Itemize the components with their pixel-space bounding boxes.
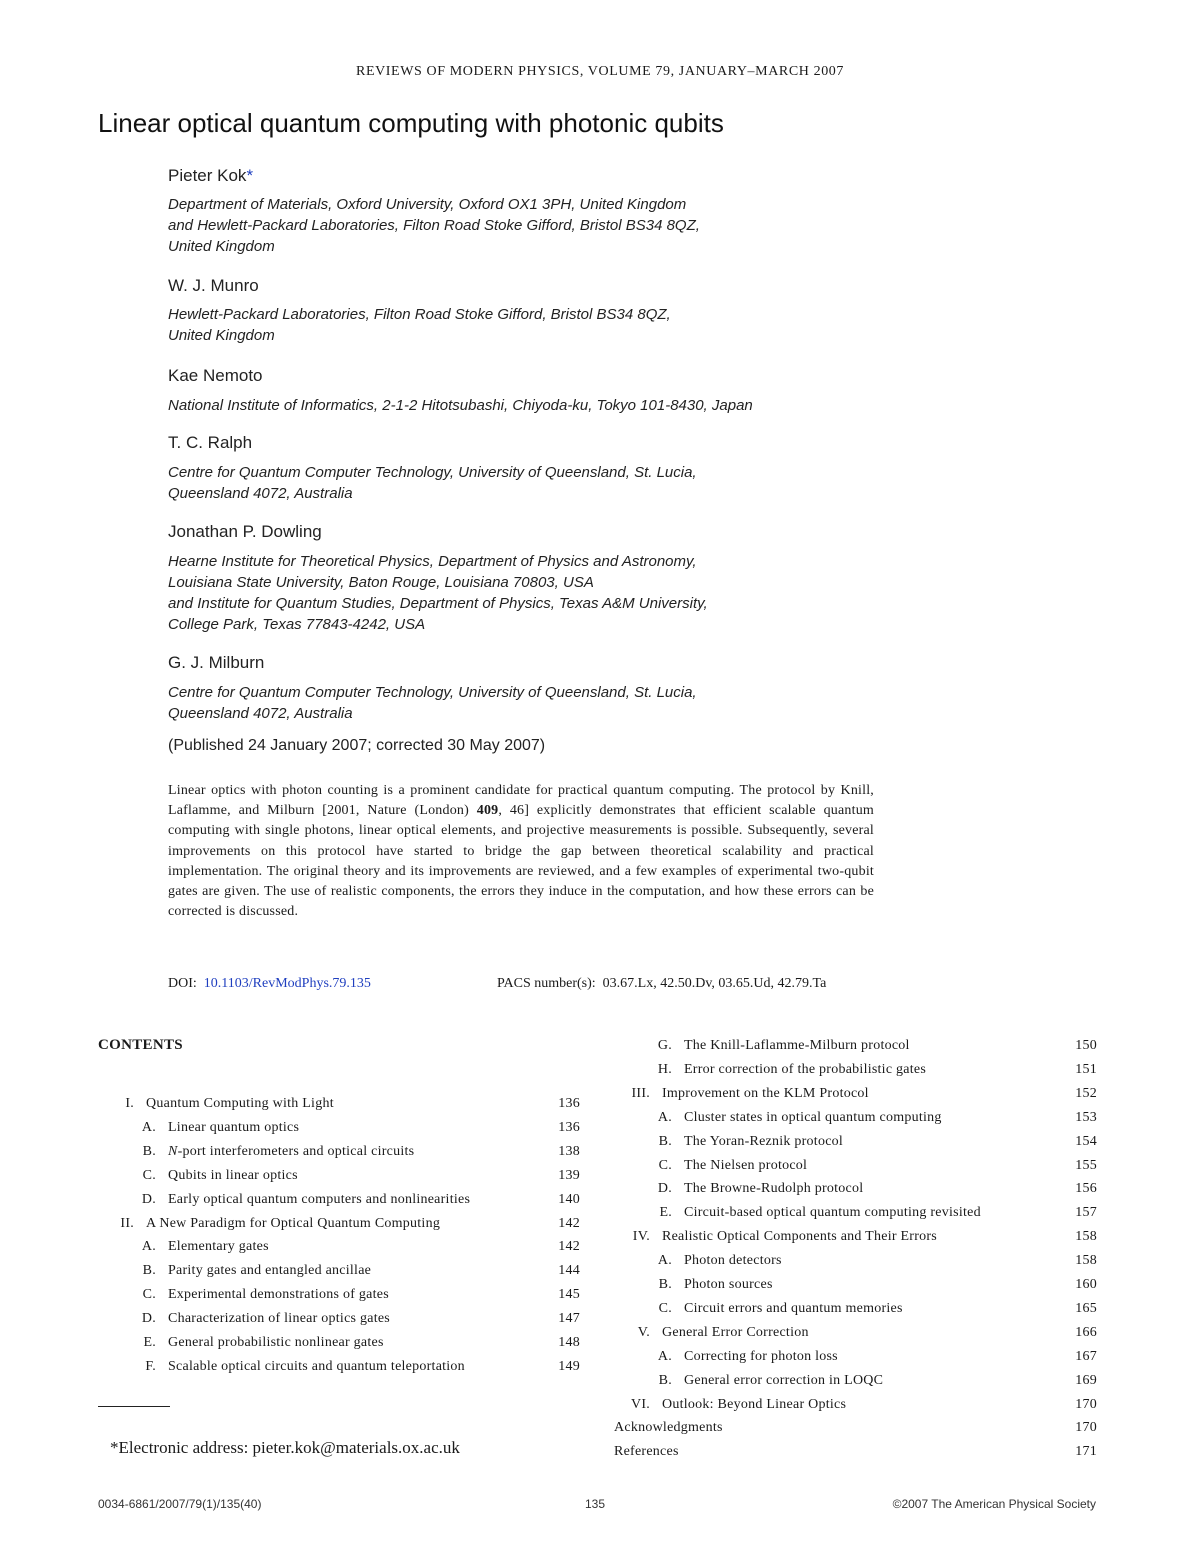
author-name [168,653,264,673]
affiliation-line: College Park, Texas 77843-4242, USA [168,616,426,633]
toc-entry-number: F. [145,1358,156,1374]
toc-entry-title: Photon detectors [684,1253,782,1269]
footnote-email: *Electronic address: pieter.kok@materials.ox.ac.uk [110,1438,460,1457]
author-affiliation [168,395,753,416]
toc-entry[interactable] [614,1179,1097,1199]
toc-entry-number: B. [658,1277,672,1292]
toc-entry-number: B. [142,1143,156,1159]
toc-entry-title: N-port interferometers and optical circuits [168,1143,415,1159]
contents-heading: CONTENTS [98,1037,183,1053]
abstract [168,781,874,922]
toc-entry-page: 148 [558,1335,580,1350]
toc-entry-number: IV. [632,1229,650,1245]
toc-entry-title: Acknowledgments [614,1420,723,1436]
affiliation-line: United Kingdom [168,327,275,344]
toc-entry-title: References [614,1444,679,1460]
toc-entry-page: 142 [558,1239,580,1255]
toc-entry-page: 138 [558,1143,580,1159]
author-affiliation [168,682,697,724]
toc-entry[interactable] [98,1333,580,1353]
toc-entry[interactable] [614,1442,1097,1462]
toc-entry-page: 147 [558,1311,580,1327]
toc-entry-title: Scalable optical circuits and quantum teleportation [168,1358,465,1374]
toc-entry[interactable] [98,1214,580,1234]
author-name-text: Pieter Kok [168,166,247,185]
toc-entry-page: 153 [1075,1109,1097,1125]
toc-entry-title: Early optical quantum computers and nonlinearities [168,1191,471,1207]
footer-page-number: 135 [585,1497,606,1511]
toc-entry-title: The Browne-Rudolph protocol [684,1181,864,1197]
toc-entry-page: 152 [1075,1085,1097,1101]
doi-link[interactable]: 10.1103/RevModPhys.79.135 [203,976,371,991]
toc-entry-page: 145 [558,1287,580,1303]
toc-entry-title: Circuit-based optical quantum computing revisited [684,1205,981,1221]
affiliation-line: Hearne Institute for Theoretical Physics, Department of Physics and Astronomy, [168,553,697,570]
toc-entry-number: II. [120,1215,134,1231]
toc-entry-page: 160 [1075,1277,1097,1292]
toc-entry[interactable] [614,1323,1097,1343]
toc-entry[interactable] [98,1285,580,1305]
toc-entry[interactable] [614,1084,1097,1104]
toc-entry-title: The Knill-Laflamme-Milburn protocol [684,1038,910,1053]
toc-entry-title: Qubits in linear optics [168,1167,298,1183]
toc-entry[interactable] [614,1299,1097,1319]
toc-entry[interactable] [614,1347,1097,1367]
author-affiliation [168,194,700,257]
toc-entry-number: A. [657,1348,672,1364]
toc-entry-number: V. [637,1324,650,1340]
affiliation-line: Centre for Quantum Computer Technology, University of Queensland, St. Lucia, [168,684,697,701]
toc-entry-title: Experimental demonstrations of gates [168,1287,389,1303]
author-affiliation [168,462,697,504]
footnote-rule [98,1406,170,1407]
paper-title: Linear optical quantum computing with photonic qubits [98,108,724,138]
toc-entry[interactable] [614,1203,1097,1223]
toc-entry[interactable] [98,1166,580,1186]
abstract-text-2: , 46] explicitly demonstrates that efficient scalable quantum computing with single photons, linear optical elements, and projective measurements is possible. Subsequently, several improvements on this protocol have started to bridge the gap between theoretical scalability and practical implementation. The original theory and its improvements are reviewed, and a few examples of experimental two-qubit gates are given. The use of realistic components, the errors they induce in the computation, and how these errors can be corrected is discussed. [168,803,874,920]
toc-entry[interactable] [614,1060,1097,1080]
toc-entry-title: Realistic Optical Components and Their Errors [662,1229,937,1245]
toc-entry-page: 170 [1075,1420,1097,1436]
toc-entry[interactable] [98,1237,580,1257]
author-name-text: Jonathan P. Dowling [168,522,322,541]
author-name [168,166,253,186]
toc-entry-number: C. [142,1287,156,1303]
toc-entry[interactable] [98,1309,580,1329]
footnote-marker[interactable]: * [246,166,254,185]
toc-entry-page: 166 [1075,1324,1097,1340]
toc-entry-number: B. [658,1372,672,1388]
affiliation-line: Queensland 4072, Australia [168,485,353,502]
toc-entry-title: Circuit errors and quantum memories [684,1300,903,1316]
toc-entry-number: H. [657,1061,672,1077]
toc-entry-page: 170 [1075,1396,1097,1412]
toc-entry-title: A New Paradigm for Optical Quantum Computing [146,1215,441,1231]
toc-entry-page: 158 [1075,1229,1097,1245]
author-name [168,276,259,296]
toc-entry-title: Correcting for photon loss [684,1348,838,1364]
journal-header: REVIEWS OF MODERN PHYSICS, VOLUME 79, JANUARY–MARCH 2007 [356,64,844,79]
affiliation-line: Department of Materials, Oxford University, Oxford OX1 3PH, United Kingdom [168,196,687,213]
toc-entry-page: 156 [1075,1181,1097,1197]
toc-entry[interactable] [98,1357,580,1377]
toc-entry-title: Quantum Computing with Light [146,1096,334,1111]
toc-entry-number: I. [125,1096,134,1111]
abstract-volume-number: 409 [476,803,499,819]
toc-entry-title: Error correction of the probabilistic gates [684,1061,927,1077]
toc-entry-page: 157 [1075,1205,1097,1221]
toc-entry-page: 136 [558,1119,580,1135]
toc-entry-title: The Yoran-Reznik protocol [684,1133,844,1149]
pacs-label: PACS number(s): [497,976,596,991]
toc-entry-title: General Error Correction [662,1324,809,1340]
toc-entry-title: Parity gates and entangled ancillae [168,1263,372,1279]
toc-entry-page: 149 [558,1358,580,1374]
toc-entry-page: 136 [558,1096,580,1111]
toc-entry-number: A. [141,1119,156,1135]
author-name-text: W. J. Munro [168,276,259,295]
toc-entry-page: 167 [1075,1348,1097,1364]
toc-entry-page: 165 [1075,1300,1097,1316]
author-affiliation [168,551,708,635]
affiliation-line: United Kingdom [168,238,275,255]
toc-entry[interactable] [614,1275,1097,1295]
toc-entry[interactable] [98,1190,580,1210]
toc-entry-page: 171 [1075,1444,1097,1460]
toc-entry[interactable] [614,1108,1097,1128]
toc-entry-number: E. [143,1335,156,1350]
toc-entry-number: D. [141,1311,156,1327]
toc-entry[interactable] [98,1261,580,1281]
affiliation-line: and Institute for Quantum Studies, Department of Physics, Texas A&M University, [168,595,708,612]
toc-entry-page: 142 [558,1215,580,1231]
affiliation-line: Louisiana State University, Baton Rouge, Louisiana 70803, USA [168,574,594,591]
publication-date: (Published 24 January 2007; corrected 30 May 2007) [168,737,546,754]
toc-entry-number: A. [141,1239,156,1255]
toc-entry[interactable] [614,1418,1097,1438]
doi-label: DOI: [168,976,197,991]
toc-entry-number: III. [631,1085,650,1101]
toc-entry-title: General error correction in LOQC [684,1372,884,1388]
author-affiliation [168,304,671,346]
footer-copyright: ©2007 The American Physical Society [892,1497,1096,1511]
toc-entry[interactable] [614,1227,1097,1247]
toc-entry-page: 154 [1075,1133,1097,1149]
author-name-text: T. C. Ralph [168,433,253,452]
affiliation-line: Hewlett-Packard Laboratories, Filton Road Stoke Gifford, Bristol BS34 8QZ, [168,306,671,323]
author-name [168,522,322,542]
toc-entry-title: Characterization of linear optics gates [168,1311,390,1327]
toc-entry-number: E. [659,1205,672,1221]
affiliation-line: National Institute of Informatics, 2-1-2 Hitotsubashi, Chiyoda-ku, Tokyo 101-8430, Japan [168,397,753,414]
footer-issn: 0034-6861/2007/79(1)/135(40) [98,1497,262,1511]
author-name [168,366,263,386]
toc-entry[interactable] [98,1094,580,1114]
toc-entry[interactable] [614,1251,1097,1271]
affiliation-line: and Hewlett-Packard Laboratories, Filton Road Stoke Gifford, Bristol BS34 8QZ, [168,217,700,234]
toc-entry-page: 140 [558,1191,580,1207]
toc-entry-number: B. [658,1133,672,1149]
toc-entry-page: 151 [1075,1061,1097,1077]
toc-entry[interactable] [98,1118,580,1138]
toc-entry-page: 150 [1075,1038,1097,1053]
doi-line [168,976,371,992]
toc-entry[interactable] [98,1142,580,1162]
toc-entry-number: B. [142,1263,156,1279]
toc-entry-page: 155 [1075,1157,1097,1173]
pacs-line [497,976,826,992]
toc-entry-title: Cluster states in optical quantum computing [684,1109,942,1125]
toc-entry-number: VI. [630,1396,650,1412]
toc-entry-title: Elementary gates [168,1239,269,1255]
toc-entry-number: C. [658,1300,672,1316]
toc-entry-number: D. [657,1181,672,1197]
toc-entry[interactable] [614,1036,1097,1056]
toc-entry-title: General probabilistic nonlinear gates [168,1335,384,1350]
toc-entry-page: 144 [558,1263,580,1279]
toc-entry-title: Outlook: Beyond Linear Optics [662,1396,847,1412]
toc-entry-title: Linear quantum optics [168,1119,300,1135]
toc-entry-number: C. [658,1157,672,1173]
toc-entry-number: A. [657,1253,672,1269]
toc-entry-title: Photon sources [684,1277,773,1292]
toc-entry-number: D. [141,1191,156,1207]
pacs-value: 03.67.Lx, 42.50.Dv, 03.65.Ud, 42.79.Ta [602,976,827,991]
abstract-text-1: Linear optics with photon counting is a prominent candidate for practical quantum computing. The protocol by Knill, Laflamme, and Milburn [2001, Nature (London) [168,783,874,819]
toc-entry-page: 139 [558,1167,580,1183]
toc-entry-title: Improvement on the KLM Protocol [662,1085,869,1101]
author-name-text: G. J. Milburn [168,653,265,672]
affiliation-line: Centre for Quantum Computer Technology, University of Queensland, St. Lucia, [168,464,697,481]
toc-entry-number: C. [142,1167,156,1183]
toc-entry[interactable] [614,1371,1097,1391]
affiliation-line: Queensland 4072, Australia [168,705,353,722]
author-name [168,433,252,453]
toc-entry[interactable] [614,1395,1097,1415]
author-name-text: Kae Nemoto [168,366,263,385]
toc-entry-title: The Nielsen protocol [684,1157,808,1173]
toc-entry-number: G. [657,1038,672,1053]
toc-entry[interactable] [614,1156,1097,1176]
toc-entry-page: 169 [1075,1372,1097,1388]
toc-entry-number: A. [657,1109,672,1125]
toc-entry-page: 158 [1075,1253,1097,1269]
toc-entry[interactable] [614,1132,1097,1152]
